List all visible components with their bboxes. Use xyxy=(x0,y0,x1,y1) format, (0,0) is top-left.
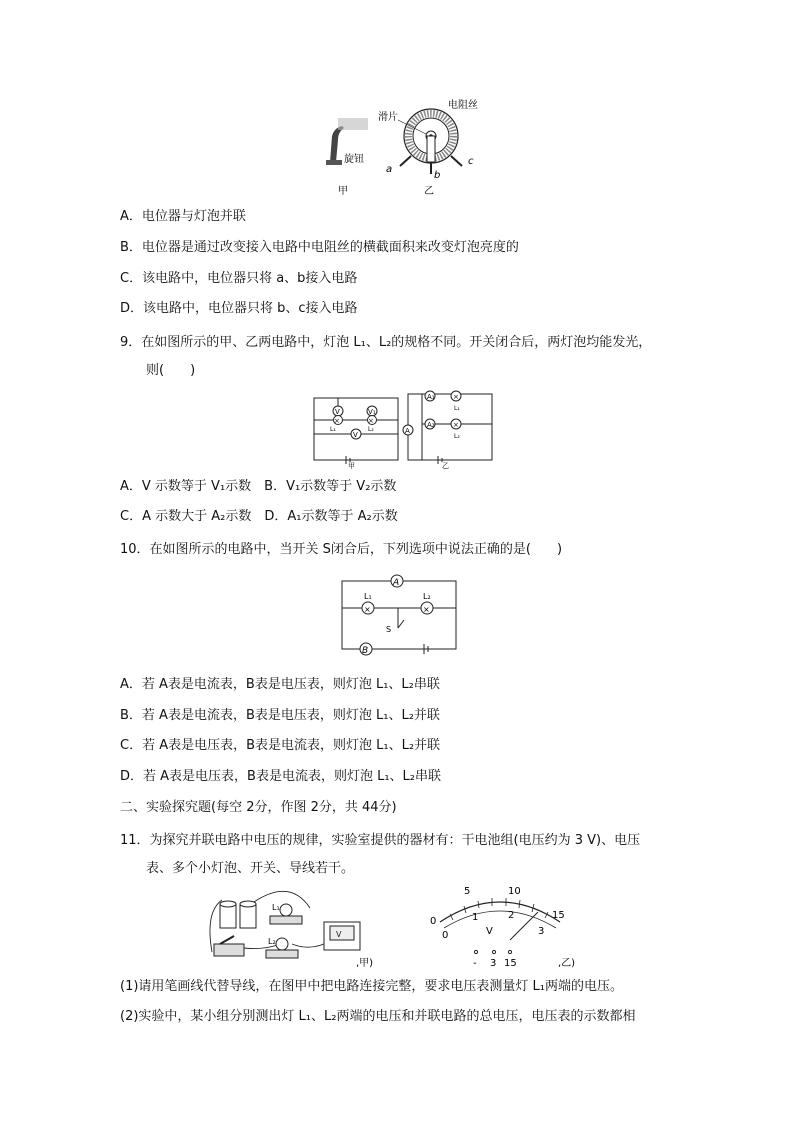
lamp-cross-1: × xyxy=(334,417,340,425)
scale-top-5: 5 xyxy=(464,886,471,897)
label-knob: 旋钮 xyxy=(344,154,364,165)
terminal-15-dot xyxy=(508,950,511,953)
terminal-neg: - xyxy=(473,958,477,969)
label-jia: 甲 xyxy=(338,186,348,196)
meter-v1: V₁ xyxy=(368,408,376,416)
figure-q11-voltmeter-dial xyxy=(420,882,590,972)
q10-option-d: D．若 A表是电压表，B表是电流表，则灯泡 L₁、L₂串联 xyxy=(120,769,441,784)
q10-stem: 10．在如图所示的电路中，当开关 S闭合后，下列选项中说法正确的是( ) xyxy=(120,542,563,557)
terminal-3-dot xyxy=(492,950,495,953)
label-jia-q11: ,甲) xyxy=(356,958,374,969)
figure-potentiometer xyxy=(318,96,488,196)
label-l1-q11: L₁ xyxy=(272,903,280,912)
q9-options-cd: C．A 示数大于 A₂示数 D．A₁示数等于 A₂示数 xyxy=(120,509,398,524)
switch xyxy=(214,936,244,956)
q8-option-d: D．该电路中，电位器只将 b、c接入电路 xyxy=(120,301,358,316)
meter-b-q10: B xyxy=(362,646,369,656)
q9-stem-line1: 9．在如图所示的甲、乙两电路中，灯泡 L₁、L₂的规格不同。开关闭合后，两灯泡均能发光， xyxy=(120,335,652,350)
label-l2-q10: L₂ xyxy=(423,592,431,601)
q8-option-b: B．电位器是通过改变接入电路中电阻丝的横截面积来改变灯泡亮度的 xyxy=(120,240,519,255)
label-l2-jia: L₂ xyxy=(368,426,374,433)
label-b: b xyxy=(434,170,441,181)
terminal-15: 15 xyxy=(504,958,517,969)
label-s-q10: S xyxy=(386,625,392,634)
circuit-jia xyxy=(314,398,398,460)
label-c: c xyxy=(468,156,474,167)
label-l1-yi: L₁ xyxy=(454,405,460,412)
q8-option-c: C．该电路中，电位器只将 a、b接入电路 xyxy=(120,271,358,286)
dial-unit: V xyxy=(486,926,493,937)
label-yi: 乙 xyxy=(424,186,434,196)
label-l1-jia: L₁ xyxy=(330,426,336,433)
scale-top-10: 10 xyxy=(508,886,521,897)
q11-stem-line2: 表、多个小灯泡、开关、导线若干。 xyxy=(146,861,355,876)
q11-stem-line1: 11．为探究并联电路中电压的规律，实验室提供的器材有：干电池组(电压约为 3 V)、电压 xyxy=(120,833,641,848)
label-yi-q11: ,乙) xyxy=(558,958,576,969)
scale-bottom-3: 3 xyxy=(538,926,545,937)
meter-a-q10: A xyxy=(393,578,400,588)
q9-stem-line2: 则( ) xyxy=(146,363,196,378)
scale-top-15: 15 xyxy=(552,910,565,921)
q9-options-ab: A．V 示数等于 V₁示数 B．V₁示数等于 V₂示数 xyxy=(120,479,397,494)
terminal-3: 3 xyxy=(490,958,497,969)
scale-bottom-0: 0 xyxy=(442,930,449,941)
q10-option-c: C．若 A表是电压表，B表是电流表，则灯泡 L₁、L₂并联 xyxy=(120,738,441,753)
battery-pack xyxy=(220,901,256,928)
terminal-neg-dot xyxy=(474,950,477,953)
dial-arc xyxy=(440,902,560,928)
circuit-yi xyxy=(403,391,492,460)
scale-top-0: 0 xyxy=(430,916,437,927)
label-jia-q9: 甲 xyxy=(348,462,355,470)
section-heading: 二、实验探究题(每空 2分，作图 2分，共 44分) xyxy=(120,800,397,815)
q10-option-b: B．若 A表是电流表，B表是电压表，则灯泡 L₁、L₂并联 xyxy=(120,708,440,723)
lamp-cross-5: × xyxy=(364,605,371,614)
q10-option-a: A．若 A表是电流表，B表是电压表，则灯泡 L₁、L₂串联 xyxy=(120,677,440,692)
label-slider: 滑片 xyxy=(378,112,398,123)
label-l2-q11: L₂ xyxy=(268,937,276,946)
meter-v1-left: V xyxy=(335,408,340,416)
label-yi-q9: 乙 xyxy=(442,462,449,470)
lamp-cross-4: × xyxy=(453,421,459,429)
label-l1-q10: L₁ xyxy=(364,592,372,601)
scale-bottom-2: 2 xyxy=(508,910,515,921)
scale-bottom-1: 1 xyxy=(472,912,479,923)
label-a: a xyxy=(386,164,393,175)
meter-a1: A₁ xyxy=(427,393,435,401)
figure-q9-circuits xyxy=(308,384,498,470)
figure-q11-apparatus xyxy=(200,882,400,972)
label-wire: 电阻丝 xyxy=(448,100,478,111)
meter-v: V xyxy=(353,431,358,439)
lamp-cross-2: × xyxy=(368,417,374,425)
lamp-cross-3: × xyxy=(453,393,459,401)
label-l2-yi: L₂ xyxy=(454,433,460,440)
meter-a2: A₂ xyxy=(427,421,435,429)
potentiometer-ring xyxy=(398,109,462,174)
q8-option-a: A．电位器与灯泡并联 xyxy=(120,209,246,224)
voltmeter-device xyxy=(324,922,360,950)
meter-a: A xyxy=(405,427,410,435)
figure-q10-circuit xyxy=(330,568,465,658)
q11-sub1: (1)请用笔画线代替导线，在图甲中把电路连接完整，要求电压表测量灯 L₁两端的电压。 xyxy=(120,979,624,994)
q11-sub2: (2)实验中，某小组分别测出灯 L₁、L₂两端的电压和并联电路的总电压，电压表的示数都相 xyxy=(120,1009,636,1024)
lamp-cross-6: × xyxy=(423,605,430,614)
voltmeter-unit: V xyxy=(336,930,342,939)
